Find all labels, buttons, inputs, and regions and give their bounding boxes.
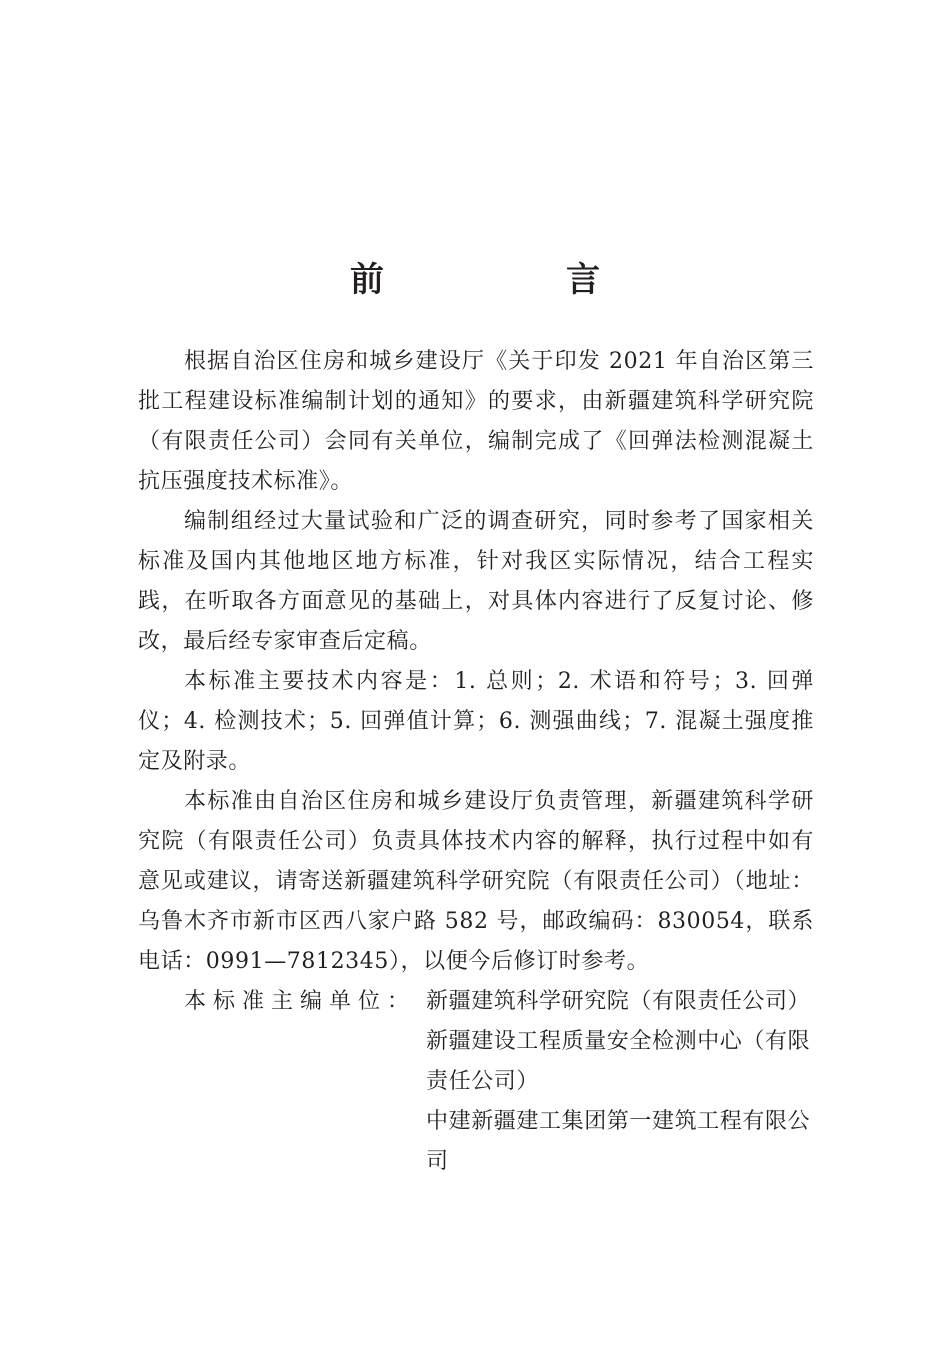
- paragraph-1: 根据自治区住房和城乡建设厅《关于印发 2021 年自治区第三批工程建设标准编制计划的通知》的要求，由新疆建筑科学研究院（有限责任公司）会同有关单位，编制完成了《回弹法检测混凝土抗压强度技术标准》。: [138, 349, 814, 494]
- editor-org-1: 新疆建筑科学研究院（有限责任公司）: [426, 989, 811, 1014]
- paragraph-2: 编制组经过大量试验和广泛的调查研究，同时参考了国家相关标准及国内其他地区地方标准，针对我区实际情况，结合工程实践，在听取各方面意见的基础上，对具体内容进行了反复讨论、修改，最后经专家审查后定稿。: [138, 509, 814, 654]
- paragraph-4: 本标准由自治区住房和城乡建设厅负责管理，新疆建筑科学研究院（有限责任公司）负责具体技术内容的解释，执行过程中如有意见或建议，请寄送新疆建筑科学研究院（有限责任公司）（地址：乌鲁木齐市新市区西八家户路 582 号，邮政编码：830054，联系电话：0991—7812345），以便今后修订时参考。: [138, 789, 814, 974]
- page-title: 前 言: [350, 260, 674, 300]
- paragraph-3: 本标准主要技术内容是：1. 总则；2. 术语和符号；3. 回弹仪；4. 检测技术；5. 回弹值计算；6. 测强曲线；7. 混凝土强度推定及附录。: [138, 669, 814, 774]
- editor-org-2: 新疆建设工程质量安全检测中心（有限责任公司）: [426, 1029, 811, 1094]
- chief-editors-label: 本标准主编单位：: [184, 989, 417, 1014]
- editor-org-3: 中建新疆建工集团第一建筑工程有限公司: [426, 1109, 811, 1174]
- preface-body: [138, 342, 814, 1182]
- chief-editors-list: [426, 982, 814, 1182]
- chief-editors-block: [138, 982, 814, 1182]
